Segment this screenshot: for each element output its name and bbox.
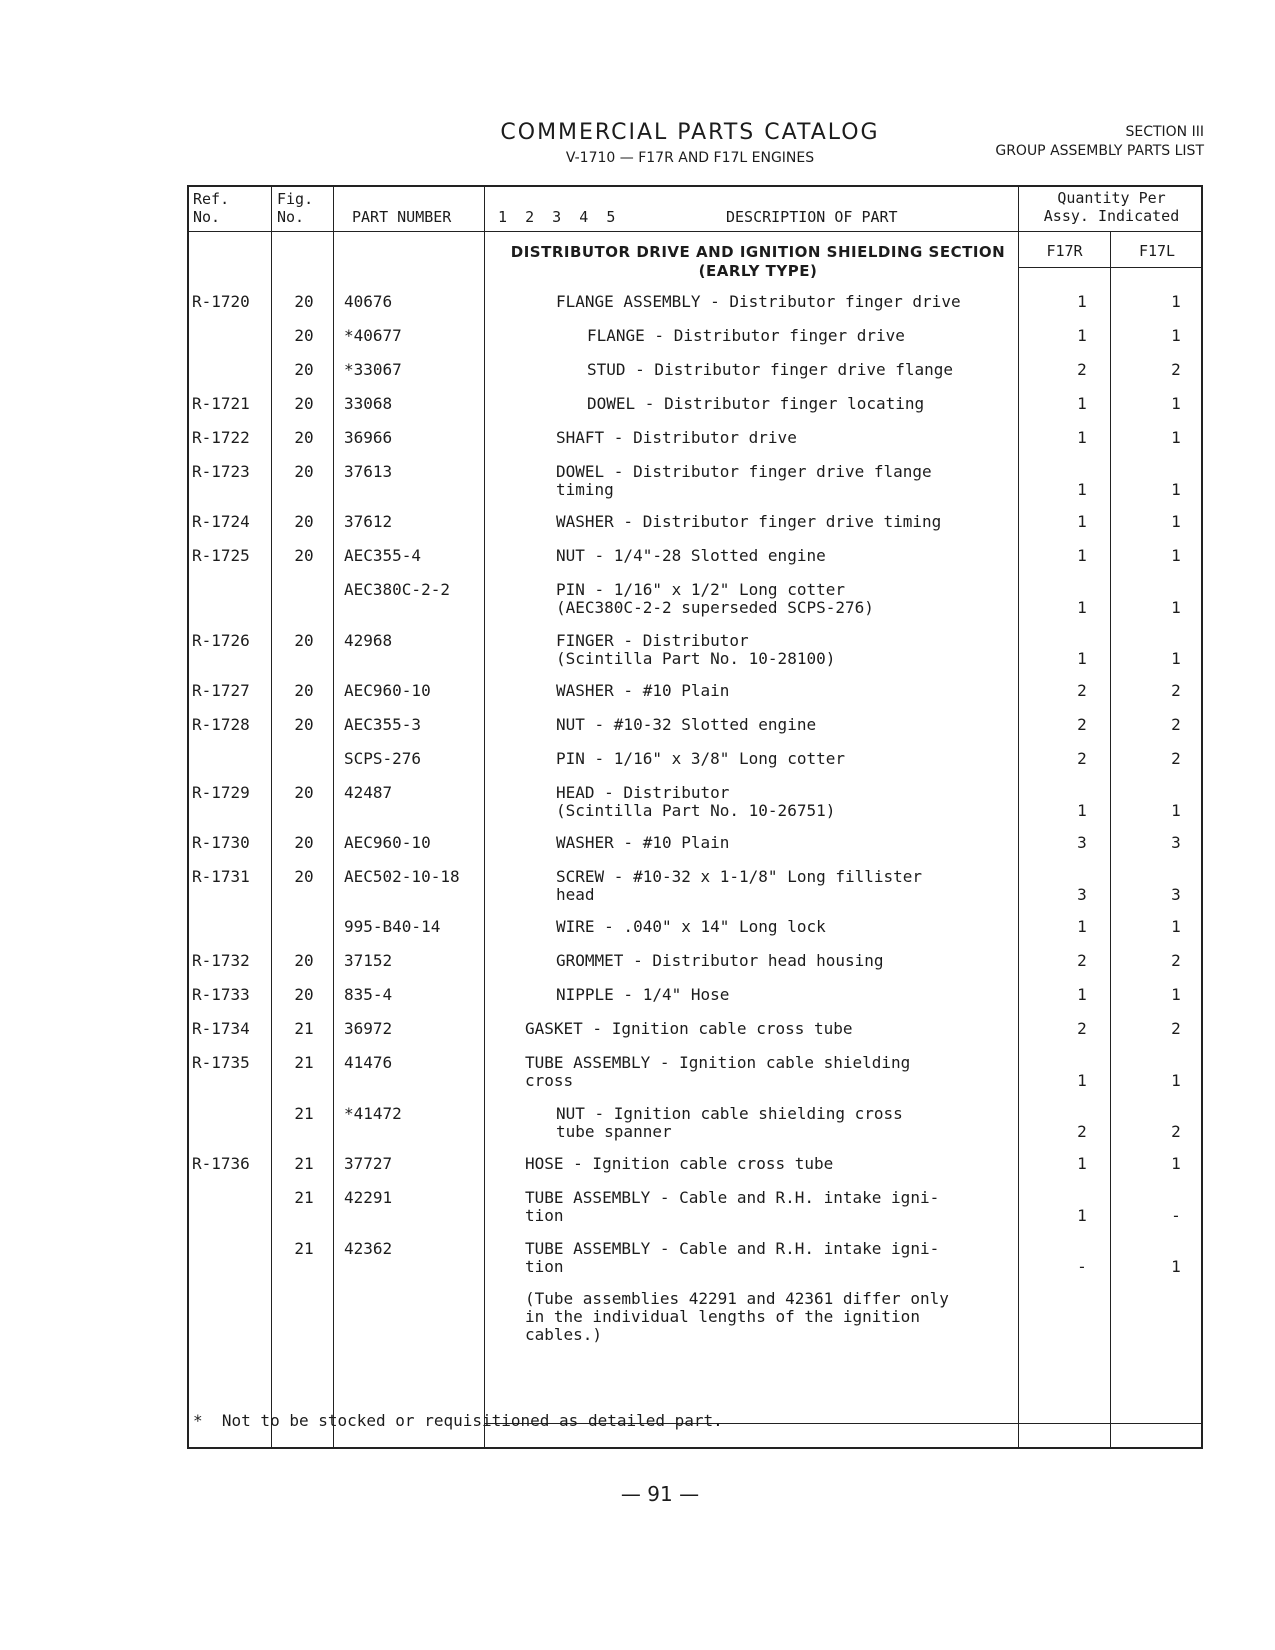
f17l-column-header: F17L <box>1138 242 1176 260</box>
description-cell: DOWEL - Distributor finger locating <box>587 394 925 413</box>
f17r-quantity-cell: 1 <box>1077 480 1087 499</box>
f17l-quantity-cell: 2 <box>1171 951 1181 970</box>
description-cell: HOSE - Ignition cable cross tube <box>525 1154 834 1173</box>
part-number-cell: 40676 <box>344 292 393 311</box>
table-row <box>0 986 1275 1022</box>
f17r-quantity-cell: 1 <box>1077 1206 1087 1225</box>
fig-cell: 20 <box>294 428 314 447</box>
part-number-cell: AEC960-10 <box>344 681 431 700</box>
description-cell: NUT - 1/4"-28 Slotted engine <box>556 546 826 565</box>
table-row <box>0 395 1275 431</box>
ref-cell: R-1725 <box>192 546 250 565</box>
ref-cell: R-1724 <box>192 512 250 531</box>
description-cell: NUT - #10-32 Slotted engine <box>556 715 817 734</box>
part-number-cell: AEC502-10-18 <box>344 867 460 886</box>
group-label: GROUP ASSEMBLY PARTS LIST <box>995 143 1204 159</box>
table-row <box>0 327 1275 363</box>
description-cell: TUBE ASSEMBLY - Cable and R.H. intake igni- tion <box>525 1239 940 1276</box>
ref-cell: R-1733 <box>192 985 250 1004</box>
part-number-cell: 36972 <box>344 1019 393 1038</box>
f17l-quantity-cell: 1 <box>1171 480 1181 499</box>
fig-cell: 20 <box>294 783 314 802</box>
f17r-quantity-cell: 2 <box>1077 1122 1087 1141</box>
fig-cell: 20 <box>294 462 314 481</box>
f17r-quantity-cell: 3 <box>1077 833 1087 852</box>
part-number-cell: 42487 <box>344 783 393 802</box>
fig-cell: 20 <box>294 681 314 700</box>
f17l-quantity-cell: 1 <box>1171 649 1181 668</box>
fig-cell: 21 <box>294 1104 314 1123</box>
part-number-cell: 33068 <box>344 394 393 413</box>
description-cell: WIRE - .040" x 14" Long lock <box>556 917 826 936</box>
f17l-quantity-cell: 1 <box>1171 292 1181 311</box>
part-number-cell: AEC355-4 <box>344 546 422 565</box>
table-row <box>0 513 1275 549</box>
description-cell: PIN - 1/16" x 3/8" Long cotter <box>556 749 845 768</box>
fig-cell: 20 <box>294 631 314 650</box>
f17l-quantity-cell: 1 <box>1171 1257 1181 1276</box>
part-number-cell: 37727 <box>344 1154 393 1173</box>
table-row <box>0 834 1275 870</box>
fig-cell: 20 <box>294 833 314 852</box>
f17l-quantity-cell: 2 <box>1171 360 1181 379</box>
description-cell: NUT - Ignition cable shielding cross tube spanner <box>556 1104 903 1141</box>
f17r-quantity-cell: 1 <box>1077 649 1087 668</box>
f17r-quantity-cell: 2 <box>1077 681 1087 700</box>
part-number-cell: 995-B40-14 <box>344 917 441 936</box>
fig-cell: 21 <box>294 1053 314 1072</box>
part-number-column-header: PART NUMBER <box>352 208 452 226</box>
table-row <box>0 682 1275 718</box>
f17r-quantity-cell: 1 <box>1077 598 1087 617</box>
f17r-quantity-cell: - <box>1077 1257 1087 1276</box>
f17l-quantity-cell: 2 <box>1171 1019 1181 1038</box>
f17l-quantity-cell: 3 <box>1171 885 1181 904</box>
fig-cell: 21 <box>294 1019 314 1038</box>
table-row <box>0 868 1275 904</box>
table-row <box>0 1155 1275 1191</box>
ref-cell: R-1731 <box>192 867 250 886</box>
fig-cell: 20 <box>294 546 314 565</box>
f17l-quantity-cell: 1 <box>1171 1071 1181 1090</box>
ref-column-header: Ref. No. <box>193 190 230 226</box>
part-number-cell: 37152 <box>344 951 393 970</box>
f17l-quantity-cell: 1 <box>1171 917 1181 936</box>
description-cell: GASKET - Ignition cable cross tube <box>525 1019 853 1038</box>
table-row <box>0 1289 1275 1344</box>
fig-cell: 20 <box>294 394 314 413</box>
table-row <box>0 293 1275 329</box>
f17r-quantity-cell: 1 <box>1077 917 1087 936</box>
f17r-quantity-cell: 1 <box>1077 326 1087 345</box>
f17l-quantity-cell: 1 <box>1171 326 1181 345</box>
ref-cell: R-1734 <box>192 1019 250 1038</box>
fig-cell: 21 <box>294 1239 314 1258</box>
description-cell: STUD - Distributor finger drive flange <box>587 360 954 379</box>
f17r-quantity-cell: 1 <box>1077 292 1087 311</box>
f17l-quantity-cell: 1 <box>1171 512 1181 531</box>
fig-cell: 20 <box>294 292 314 311</box>
fig-cell: 21 <box>294 1188 314 1207</box>
description-cell: FINGER - Distributor (Scintilla Part No. 10-28100) <box>556 631 836 668</box>
description-cell: WASHER - #10 Plain <box>556 833 730 852</box>
fig-cell: 20 <box>294 985 314 1004</box>
description-cell: FLANGE - Distributor finger drive <box>587 326 905 345</box>
table-row <box>0 1054 1275 1090</box>
f17l-quantity-cell: 2 <box>1171 1122 1181 1141</box>
f17l-quantity-cell: 1 <box>1171 546 1181 565</box>
f17l-quantity-cell: 2 <box>1171 749 1181 768</box>
part-number-cell: AEC380C-2-2 <box>344 580 450 599</box>
ref-cell: R-1729 <box>192 783 250 802</box>
f17r-quantity-cell: 1 <box>1077 394 1087 413</box>
ref-cell: R-1727 <box>192 681 250 700</box>
f17l-quantity-cell: 2 <box>1171 715 1181 734</box>
part-number-cell: 835-4 <box>344 985 393 1004</box>
ref-cell: R-1721 <box>192 394 250 413</box>
ref-cell: R-1726 <box>192 631 250 650</box>
description-cell: TUBE ASSEMBLY - Ignition cable shielding cross <box>525 1053 911 1090</box>
f17r-quantity-cell: 1 <box>1077 985 1087 1004</box>
indent-numbers-header: 1 2 3 4 5 <box>498 208 616 226</box>
table-row <box>0 429 1275 465</box>
table-row <box>0 1189 1275 1225</box>
table-row <box>0 716 1275 752</box>
ref-cell: R-1736 <box>192 1154 250 1173</box>
f17l-quantity-cell: 1 <box>1171 985 1181 1004</box>
fig-cell: 20 <box>294 715 314 734</box>
table-row <box>0 918 1275 954</box>
page-number: — 91 — <box>620 1482 700 1506</box>
f17r-quantity-cell: 1 <box>1077 428 1087 447</box>
table-row <box>0 784 1275 820</box>
part-number-cell: *41472 <box>344 1104 402 1123</box>
fig-column-header: Fig. No. <box>277 190 314 226</box>
fig-cell: 21 <box>294 1154 314 1173</box>
f17l-quantity-cell: 1 <box>1171 801 1181 820</box>
f17r-quantity-cell: 1 <box>1077 546 1087 565</box>
fig-cell: 20 <box>294 360 314 379</box>
table-row <box>0 463 1275 499</box>
part-number-cell: *40677 <box>344 326 402 345</box>
fig-cell: 20 <box>294 512 314 531</box>
table-row <box>0 1105 1275 1141</box>
f17l-quantity-cell: 1 <box>1171 394 1181 413</box>
f17r-quantity-cell: 1 <box>1077 512 1087 531</box>
table-row <box>0 547 1275 583</box>
f17l-quantity-cell: 3 <box>1171 833 1181 852</box>
description-column-header: DESCRIPTION OF PART <box>726 208 898 226</box>
table-row <box>0 952 1275 988</box>
header-rule <box>187 231 1203 232</box>
f17r-quantity-cell: 2 <box>1077 951 1087 970</box>
description-cell: WASHER - #10 Plain <box>556 681 730 700</box>
f17r-quantity-cell: 2 <box>1077 1019 1087 1038</box>
part-number-cell: 42291 <box>344 1188 393 1207</box>
description-cell: HEAD - Distributor (Scintilla Part No. 10-26751) <box>556 783 836 820</box>
f17l-quantity-cell: 1 <box>1171 428 1181 447</box>
table-row <box>0 750 1275 786</box>
quantity-rule <box>1018 267 1203 268</box>
table-row <box>0 1020 1275 1056</box>
ref-cell: R-1728 <box>192 715 250 734</box>
f17r-column-header: F17R <box>1046 242 1083 260</box>
description-cell: TUBE ASSEMBLY - Cable and R.H. intake igni- tion <box>525 1188 940 1225</box>
section-label: SECTION III <box>1125 124 1204 140</box>
table-row <box>0 361 1275 397</box>
description-cell: (Tube assemblies 42291 and 42361 differ only in the individual lengths of the ignition cables.) <box>525 1289 949 1344</box>
f17r-quantity-cell: 1 <box>1077 801 1087 820</box>
f17l-quantity-cell: 1 <box>1171 1154 1181 1173</box>
fig-cell: 20 <box>294 867 314 886</box>
part-number-cell: SCPS-276 <box>344 749 422 768</box>
description-cell: FLANGE ASSEMBLY - Distributor finger drive <box>556 292 961 311</box>
description-cell: GROMMET - Distributor head housing <box>556 951 884 970</box>
ref-cell: R-1732 <box>192 951 250 970</box>
description-cell: WASHER - Distributor finger drive timing <box>556 512 942 531</box>
table-row <box>0 1240 1275 1276</box>
ref-cell: R-1722 <box>192 428 250 447</box>
catalog-title: COMMERCIAL PARTS CATALOG <box>500 120 880 145</box>
section-title: DISTRIBUTOR DRIVE AND IGNITION SHIELDING SECTION (EARLY TYPE) <box>510 243 1006 280</box>
description-cell: SCREW - #10-32 x 1-1/8" Long fillister head <box>556 867 923 904</box>
f17r-quantity-cell: 3 <box>1077 885 1087 904</box>
catalog-subtitle: V-1710 — F17R AND F17L ENGINES <box>565 150 815 166</box>
part-number-cell: 36966 <box>344 428 393 447</box>
description-cell: NIPPLE - 1/4" Hose <box>556 985 730 1004</box>
part-number-cell: AEC355-3 <box>344 715 422 734</box>
ref-cell: R-1730 <box>192 833 250 852</box>
f17r-quantity-cell: 2 <box>1077 715 1087 734</box>
quantity-column-header: Quantity Per Assy. Indicated <box>1043 189 1180 225</box>
ref-cell: R-1720 <box>192 292 250 311</box>
f17r-quantity-cell: 2 <box>1077 360 1087 379</box>
description-cell: PIN - 1/16" x 1/2" Long cotter (AEC380C-2-2 superseded SCPS-276) <box>556 580 874 617</box>
f17l-quantity-cell: - <box>1171 1206 1181 1225</box>
part-number-cell: 37613 <box>344 462 393 481</box>
table-row <box>0 632 1275 668</box>
description-cell: SHAFT - Distributor drive <box>556 428 797 447</box>
description-cell: DOWEL - Distributor finger drive flange timing <box>556 462 932 499</box>
footnote: * Not to be stocked or requisitioned as detailed part. <box>193 1411 723 1430</box>
f17l-quantity-cell: 2 <box>1171 681 1181 700</box>
part-number-cell: AEC960-10 <box>344 833 431 852</box>
fig-cell: 20 <box>294 326 314 345</box>
f17r-quantity-cell: 1 <box>1077 1071 1087 1090</box>
table-row <box>0 581 1275 617</box>
f17r-quantity-cell: 1 <box>1077 1154 1087 1173</box>
ref-cell: R-1723 <box>192 462 250 481</box>
f17r-quantity-cell: 2 <box>1077 749 1087 768</box>
part-number-cell: *33067 <box>344 360 402 379</box>
f17l-quantity-cell: 1 <box>1171 598 1181 617</box>
ref-cell: R-1735 <box>192 1053 250 1072</box>
part-number-cell: 41476 <box>344 1053 393 1072</box>
part-number-cell: 42968 <box>344 631 393 650</box>
part-number-cell: 42362 <box>344 1239 393 1258</box>
fig-cell: 20 <box>294 951 314 970</box>
part-number-cell: 37612 <box>344 512 393 531</box>
